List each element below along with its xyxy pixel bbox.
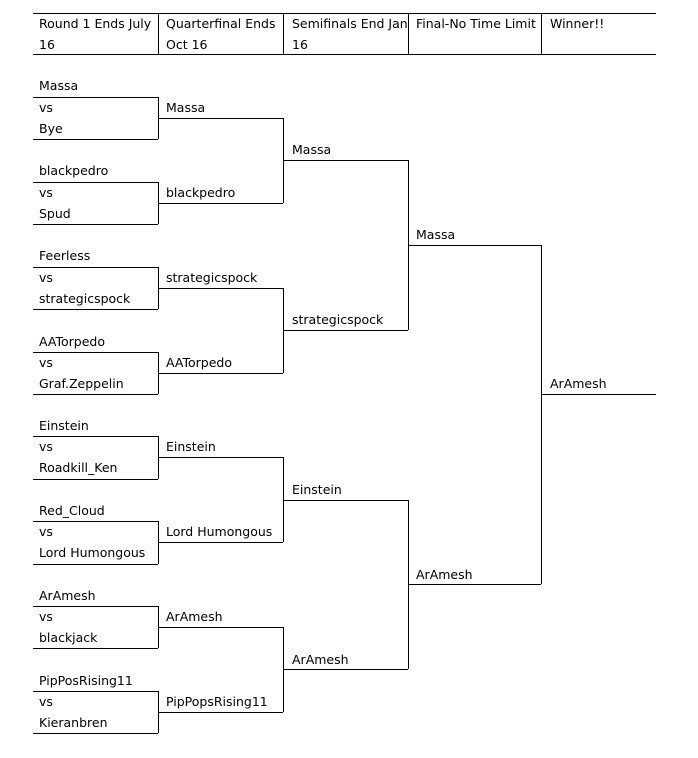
bracket-line	[33, 97, 158, 98]
bracket-line	[158, 457, 283, 458]
bracket-line	[33, 436, 158, 437]
r1-vs-label: vs	[39, 355, 53, 370]
bracket-line	[158, 118, 283, 119]
qf-player: ArAmesh	[166, 609, 223, 624]
r1-player-top: Einstein	[39, 418, 89, 433]
qf-player: Massa	[166, 100, 206, 115]
header-winner: Winner!!	[550, 16, 605, 31]
r1-player-top: ArAmesh	[39, 588, 96, 603]
qf-player: blackpedro	[166, 185, 236, 200]
final-player: Massa	[416, 227, 456, 242]
winner-name: ArAmesh	[550, 376, 607, 391]
bracket-line	[33, 521, 158, 522]
winner-line	[541, 394, 656, 395]
bracket-line	[33, 267, 158, 268]
r1-vs-label: vs	[39, 185, 53, 200]
bracket-line	[33, 352, 158, 353]
qf-player: AATorpedo	[166, 355, 232, 370]
r1-player-bottom: Graf.Zeppelin	[39, 376, 124, 391]
bracket-line	[283, 330, 408, 331]
qf-player: Lord Humongous	[166, 524, 273, 539]
bracket-line	[158, 542, 283, 543]
r1-player-bottom: Bye	[39, 121, 63, 136]
bracket-line	[158, 373, 283, 374]
bracket-line	[33, 691, 158, 692]
bracket-line	[33, 309, 158, 310]
sf-player: ArAmesh	[292, 652, 349, 667]
header-divider	[283, 13, 284, 54]
r1-player-top: AATorpedo	[39, 334, 105, 349]
r1-player-bottom: blackjack	[39, 630, 98, 645]
bracket-line	[408, 584, 541, 585]
r1-vs-label: vs	[39, 609, 53, 624]
r1-vs-label: vs	[39, 694, 53, 709]
r1-player-bottom: Kieranbren	[39, 715, 108, 730]
bracket-line	[541, 245, 542, 584]
header-round1: Round 1 Ends July 16	[39, 16, 152, 52]
bracket-line	[33, 182, 158, 183]
bracket-line	[283, 500, 408, 501]
r1-vs-label: vs	[39, 524, 53, 539]
sf-player: Einstein	[292, 482, 342, 497]
header-quarterfinal: Quarterfinal Ends Oct 16	[166, 16, 276, 52]
bracket-line	[283, 160, 408, 161]
r1-player-bottom: strategicspock	[39, 291, 131, 306]
bracket-line	[283, 669, 408, 670]
final-player: ArAmesh	[416, 567, 473, 582]
r1-vs-label: vs	[39, 270, 53, 285]
bracket-line	[408, 245, 541, 246]
header-divider	[408, 13, 409, 54]
bracket-line	[158, 203, 283, 204]
bracket-line	[33, 224, 158, 225]
bracket-line	[33, 733, 158, 734]
bracket-line	[33, 564, 158, 565]
qf-player: strategicspock	[166, 270, 258, 285]
r1-player-top: Massa	[39, 78, 79, 93]
bracket-line	[33, 606, 158, 607]
bracket-line	[33, 394, 158, 395]
r1-player-top: blackpedro	[39, 163, 109, 178]
header-final: Final-No Time Limit	[416, 16, 536, 31]
r1-vs-label: vs	[39, 439, 53, 454]
r1-vs-label: vs	[39, 100, 53, 115]
r1-player-bottom: Roadkill_Ken	[39, 460, 118, 475]
header-semifinal: Semifinals End Jan 16	[292, 16, 408, 52]
header-divider	[541, 13, 542, 54]
qf-player: PipPopsRising11	[166, 694, 268, 709]
sf-player: Massa	[292, 142, 332, 157]
bracket-line	[158, 627, 283, 628]
r1-player-top: Feerless	[39, 248, 91, 263]
r1-player-top: Red_Cloud	[39, 503, 105, 518]
bracket-line	[33, 648, 158, 649]
qf-player: Einstein	[166, 439, 216, 454]
header-divider	[158, 13, 159, 54]
bracket-line	[158, 712, 283, 713]
bracket-line	[158, 288, 283, 289]
sf-player: strategicspock	[292, 312, 384, 327]
bracket-line	[33, 479, 158, 480]
r1-player-bottom: Spud	[39, 206, 71, 221]
r1-player-top: PipPosRising11	[39, 673, 133, 688]
r1-player-bottom: Lord Humongous	[39, 545, 146, 560]
bracket-line	[33, 139, 158, 140]
